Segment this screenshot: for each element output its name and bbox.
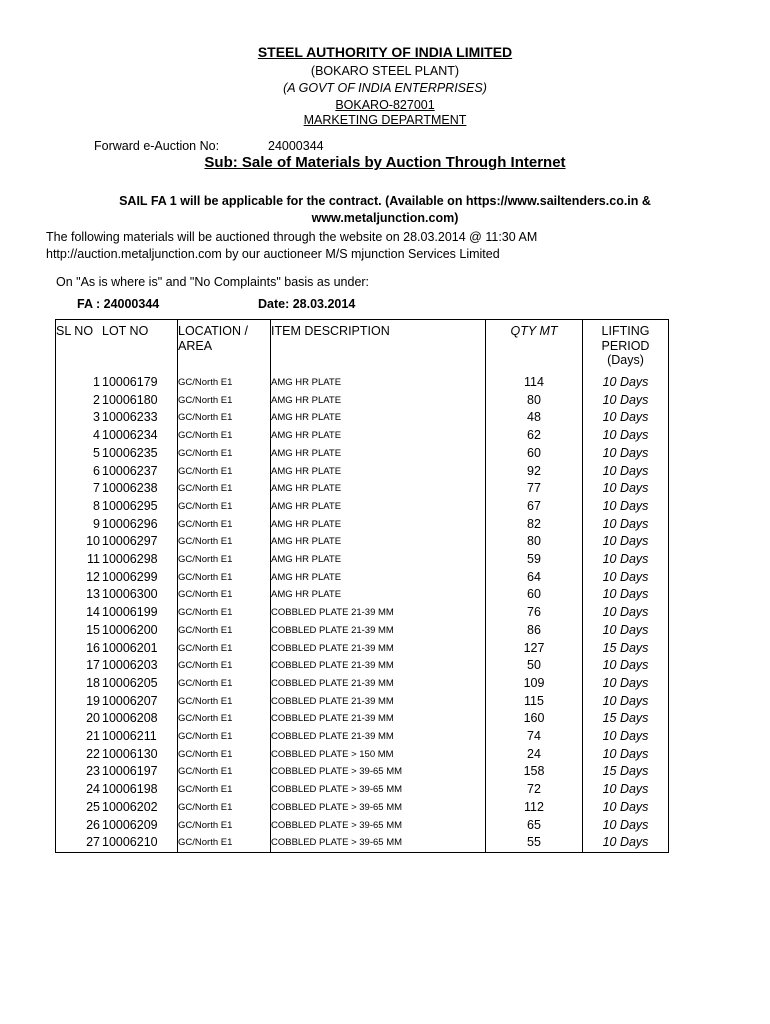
row-sl-no: 24 bbox=[86, 782, 100, 797]
row-sl-no: 22 bbox=[86, 746, 100, 761]
row-qty: 65 bbox=[486, 817, 583, 835]
row-location: GC/North E1 bbox=[178, 392, 271, 410]
row-sl-no: 27 bbox=[86, 835, 100, 850]
row-qty: 76 bbox=[486, 604, 583, 622]
row-location: GC/North E1 bbox=[178, 445, 271, 463]
row-lot-no: 10006200 bbox=[102, 622, 158, 637]
table-row bbox=[56, 799, 669, 817]
row-sl-no: 1 bbox=[93, 375, 100, 389]
row-item-description: AMG HR PLATE bbox=[271, 480, 486, 498]
row-sl-no: 26 bbox=[86, 817, 100, 832]
header-location-line1: LOCATION / bbox=[178, 324, 248, 338]
row-location: GC/North E1 bbox=[178, 374, 271, 392]
row-lifting-period: 10 Days bbox=[583, 834, 669, 852]
row-location: GC/North E1 bbox=[178, 640, 271, 658]
fa-number: FA : 24000344 bbox=[77, 297, 160, 311]
table-row bbox=[56, 409, 669, 427]
row-sl-no: 19 bbox=[86, 693, 100, 708]
row-qty: 127 bbox=[486, 640, 583, 658]
row-lot-no: 10006201 bbox=[102, 640, 158, 655]
row-item-description: AMG HR PLATE bbox=[271, 463, 486, 481]
row-item-description: COBBLED PLATE 21-39 MM bbox=[271, 640, 486, 658]
row-item-description: AMG HR PLATE bbox=[271, 516, 486, 534]
header-lot-no: LOT NO bbox=[102, 324, 149, 338]
row-location: GC/North E1 bbox=[178, 746, 271, 764]
row-lot-no: 10006234 bbox=[102, 428, 158, 443]
row-qty: 80 bbox=[486, 392, 583, 410]
header-lifting-period bbox=[583, 320, 669, 375]
row-item-description: COBBLED PLATE > 39-65 MM bbox=[271, 817, 486, 835]
row-qty: 115 bbox=[486, 693, 583, 711]
row-item-description: AMG HR PLATE bbox=[271, 586, 486, 604]
row-sl-no: 25 bbox=[86, 799, 100, 814]
row-sl-no: 20 bbox=[86, 711, 100, 726]
row-lot-no: 10006198 bbox=[102, 782, 158, 797]
row-lot-no: 10006233 bbox=[102, 410, 158, 425]
row-sl-no: 4 bbox=[93, 428, 100, 443]
row-item-description: AMG HR PLATE bbox=[271, 409, 486, 427]
row-lot-no: 10006210 bbox=[102, 835, 158, 850]
row-sl-no: 12 bbox=[86, 569, 100, 584]
row-lifting-period: 10 Days bbox=[583, 781, 669, 799]
row-lifting-period: 10 Days bbox=[583, 569, 669, 587]
row-lifting-period: 10 Days bbox=[583, 604, 669, 622]
table-row bbox=[56, 763, 669, 781]
table-row bbox=[56, 569, 669, 587]
row-sl-no: 7 bbox=[93, 481, 100, 496]
row-sl-no: 14 bbox=[86, 605, 100, 620]
table-row bbox=[56, 604, 669, 622]
row-qty: 82 bbox=[486, 516, 583, 534]
table-row bbox=[56, 693, 669, 711]
row-lot-no: 10006130 bbox=[102, 746, 158, 761]
row-item-description: AMG HR PLATE bbox=[271, 533, 486, 551]
table-header-row bbox=[56, 320, 669, 375]
row-location: GC/North E1 bbox=[178, 463, 271, 481]
plant-name: (BOKARO STEEL PLANT) bbox=[310, 64, 460, 78]
row-sl-no: 18 bbox=[86, 675, 100, 690]
row-location: GC/North E1 bbox=[178, 799, 271, 817]
row-lifting-period: 10 Days bbox=[583, 533, 669, 551]
row-lot-no: 10006199 bbox=[102, 605, 158, 620]
row-qty: 72 bbox=[486, 781, 583, 799]
table-row bbox=[56, 427, 669, 445]
table-row bbox=[56, 392, 669, 410]
row-qty: 59 bbox=[486, 551, 583, 569]
row-lot-no: 10006238 bbox=[102, 481, 158, 496]
row-item-description: AMG HR PLATE bbox=[271, 392, 486, 410]
row-lifting-period: 10 Days bbox=[583, 728, 669, 746]
govt-line: (A GOVT OF INDIA ENTERPRISES) bbox=[283, 81, 487, 95]
row-location: GC/North E1 bbox=[178, 728, 271, 746]
row-sl-no: 11 bbox=[87, 552, 100, 567]
row-location: GC/North E1 bbox=[178, 480, 271, 498]
row-lot-no: 10006298 bbox=[102, 552, 158, 567]
row-qty: 112 bbox=[486, 799, 583, 817]
company-title: STEEL AUTHORITY OF INDIA LIMITED bbox=[257, 44, 513, 60]
row-lot-no: 10006205 bbox=[102, 675, 158, 690]
row-item-description: COBBLED PLATE 21-39 MM bbox=[271, 657, 486, 675]
row-lot-no: 10006297 bbox=[102, 534, 158, 549]
auction-number-value: 24000344 bbox=[268, 139, 324, 153]
row-item-description: COBBLED PLATE > 39-65 MM bbox=[271, 799, 486, 817]
row-qty: 55 bbox=[486, 834, 583, 852]
row-lifting-period: 10 Days bbox=[583, 675, 669, 693]
row-location: GC/North E1 bbox=[178, 427, 271, 445]
row-sl-no: 17 bbox=[86, 658, 100, 673]
row-location: GC/North E1 bbox=[178, 604, 271, 622]
table-row bbox=[56, 533, 669, 551]
row-qty: 60 bbox=[486, 586, 583, 604]
row-location: GC/North E1 bbox=[178, 710, 271, 728]
row-qty: 80 bbox=[486, 533, 583, 551]
row-lot-no: 10006299 bbox=[102, 569, 158, 584]
row-lifting-period: 10 Days bbox=[583, 498, 669, 516]
table-row bbox=[56, 463, 669, 481]
row-location: GC/North E1 bbox=[178, 516, 271, 534]
row-item-description: COBBLED PLATE > 39-65 MM bbox=[271, 781, 486, 799]
row-qty: 62 bbox=[486, 427, 583, 445]
row-sl-no: 16 bbox=[86, 640, 100, 655]
table-row bbox=[56, 480, 669, 498]
table-row bbox=[56, 586, 669, 604]
row-item-description: COBBLED PLATE 21-39 MM bbox=[271, 728, 486, 746]
header-location-line2: AREA bbox=[178, 338, 213, 353]
row-lifting-period: 10 Days bbox=[583, 409, 669, 427]
row-location: GC/North E1 bbox=[178, 693, 271, 711]
row-location: GC/North E1 bbox=[178, 781, 271, 799]
row-lifting-period: 10 Days bbox=[583, 516, 669, 534]
row-location: GC/North E1 bbox=[178, 569, 271, 587]
row-item-description: COBBLED PLATE 21-39 MM bbox=[271, 604, 486, 622]
row-sl-no: 8 bbox=[93, 498, 100, 513]
row-sl-no: 9 bbox=[93, 516, 100, 531]
row-location: GC/North E1 bbox=[178, 763, 271, 781]
row-lifting-period: 10 Days bbox=[583, 392, 669, 410]
row-lifting-period: 15 Days bbox=[583, 710, 669, 728]
row-lot-no: 10006235 bbox=[102, 445, 158, 460]
row-lifting-period: 10 Days bbox=[583, 427, 669, 445]
row-lot-no: 10006296 bbox=[102, 516, 158, 531]
row-qty: 114 bbox=[486, 374, 583, 392]
row-location: GC/North E1 bbox=[178, 834, 271, 852]
row-lot-no: 10006209 bbox=[102, 817, 158, 832]
auction-info-line1: The following materials will be auctioned through the website on 28.03.2014 @ 11:30 AM bbox=[46, 230, 538, 244]
row-qty: 60 bbox=[486, 445, 583, 463]
header-item-description: ITEM DESCRIPTION bbox=[271, 320, 486, 375]
row-location: GC/North E1 bbox=[178, 586, 271, 604]
row-lot-no: 10006295 bbox=[102, 498, 158, 513]
subject-heading: Sub: Sale of Materials by Auction Through Internet bbox=[204, 154, 566, 171]
row-location: GC/North E1 bbox=[178, 675, 271, 693]
row-lifting-period: 10 Days bbox=[583, 445, 669, 463]
row-item-description: COBBLED PLATE 21-39 MM bbox=[271, 693, 486, 711]
lots-table bbox=[55, 319, 669, 853]
row-lifting-period: 10 Days bbox=[583, 374, 669, 392]
row-item-description: COBBLED PLATE 21-39 MM bbox=[271, 622, 486, 640]
row-lifting-period: 10 Days bbox=[583, 799, 669, 817]
row-sl-no: 21 bbox=[86, 729, 100, 744]
table-row bbox=[56, 551, 669, 569]
table-row bbox=[56, 728, 669, 746]
row-sl-no: 2 bbox=[93, 392, 100, 407]
row-lot-no: 10006203 bbox=[102, 658, 158, 673]
row-item-description: COBBLED PLATE > 39-65 MM bbox=[271, 834, 486, 852]
lots-table-body bbox=[56, 374, 669, 852]
row-lot-no: 10006300 bbox=[102, 587, 158, 602]
table-row bbox=[56, 640, 669, 658]
table-row bbox=[56, 746, 669, 764]
table-row bbox=[56, 675, 669, 693]
address-line: BOKARO-827001 bbox=[335, 98, 435, 112]
row-item-description: AMG HR PLATE bbox=[271, 374, 486, 392]
row-sl-no: 23 bbox=[86, 764, 100, 779]
table-row bbox=[56, 374, 669, 392]
row-qty: 24 bbox=[486, 746, 583, 764]
row-lot-no: 10006211 bbox=[102, 729, 157, 744]
row-item-description: COBBLED PLATE > 39-65 MM bbox=[271, 763, 486, 781]
row-sl-no: 13 bbox=[86, 587, 100, 602]
table-row bbox=[56, 817, 669, 835]
row-sl-no: 10 bbox=[86, 534, 100, 549]
row-sl-no: 15 bbox=[86, 622, 100, 637]
row-item-description: COBBLED PLATE 21-39 MM bbox=[271, 675, 486, 693]
row-location: GC/North E1 bbox=[178, 409, 271, 427]
row-qty: 160 bbox=[486, 710, 583, 728]
table-row bbox=[56, 445, 669, 463]
row-location: GC/North E1 bbox=[178, 551, 271, 569]
row-lifting-period: 10 Days bbox=[583, 480, 669, 498]
row-lifting-period: 10 Days bbox=[583, 622, 669, 640]
table-row bbox=[56, 710, 669, 728]
row-location: GC/North E1 bbox=[178, 817, 271, 835]
row-item-description: AMG HR PLATE bbox=[271, 445, 486, 463]
table-row bbox=[56, 622, 669, 640]
row-qty: 74 bbox=[486, 728, 583, 746]
row-location: GC/North E1 bbox=[178, 498, 271, 516]
basis-statement: On "As is where is" and "No Complaints" basis as under: bbox=[56, 275, 370, 289]
row-qty: 109 bbox=[486, 675, 583, 693]
row-lifting-period: 10 Days bbox=[583, 746, 669, 764]
row-lot-no: 10006179 bbox=[102, 375, 158, 389]
sail-fa-note-line2: www.metaljunction.com) bbox=[311, 211, 459, 225]
table-row bbox=[56, 834, 669, 852]
table-row bbox=[56, 498, 669, 516]
row-sl-no: 6 bbox=[93, 463, 100, 478]
row-qty: 48 bbox=[486, 409, 583, 427]
row-qty: 67 bbox=[486, 498, 583, 516]
row-qty: 92 bbox=[486, 463, 583, 481]
header-lifting-line1: LIFTING bbox=[601, 324, 650, 338]
header-location bbox=[178, 320, 271, 375]
row-qty: 77 bbox=[486, 480, 583, 498]
row-lot-no: 10006208 bbox=[102, 711, 158, 726]
row-item-description: AMG HR PLATE bbox=[271, 569, 486, 587]
row-qty: 64 bbox=[486, 569, 583, 587]
row-lot-no: 10006197 bbox=[102, 764, 158, 779]
table-row bbox=[56, 781, 669, 799]
row-item-description: AMG HR PLATE bbox=[271, 551, 486, 569]
auction-number-label: Forward e-Auction No: bbox=[94, 139, 220, 153]
row-location: GC/North E1 bbox=[178, 657, 271, 675]
row-qty: 158 bbox=[486, 763, 583, 781]
row-qty: 86 bbox=[486, 622, 583, 640]
row-lifting-period: 15 Days bbox=[583, 763, 669, 781]
row-lifting-period: 10 Days bbox=[583, 693, 669, 711]
sail-fa-note-line1: SAIL FA 1 will be applicable for the contract. (Available on https://www.sailtenders.co.in & bbox=[119, 194, 651, 208]
auction-info-line2: http://auction.metaljunction.com by our auctioneer M/S mjunction Services Limited bbox=[46, 247, 500, 261]
row-lifting-period: 10 Days bbox=[583, 551, 669, 569]
row-lifting-period: 10 Days bbox=[583, 463, 669, 481]
row-item-description: COBBLED PLATE 21-39 MM bbox=[271, 710, 486, 728]
row-lot-no: 10006237 bbox=[102, 463, 158, 478]
row-item-description: AMG HR PLATE bbox=[271, 498, 486, 516]
row-sl-no: 3 bbox=[93, 410, 100, 425]
row-location: GC/North E1 bbox=[178, 622, 271, 640]
table-row bbox=[56, 657, 669, 675]
row-item-description: AMG HR PLATE bbox=[271, 427, 486, 445]
header-lifting-line3: (Days) bbox=[607, 353, 644, 367]
header-sl-no: SL NO bbox=[56, 324, 94, 338]
row-sl-no: 5 bbox=[93, 445, 100, 460]
row-qty: 50 bbox=[486, 657, 583, 675]
header-qty: QTY MT bbox=[486, 320, 583, 375]
department-line: MARKETING DEPARTMENT bbox=[303, 113, 467, 127]
row-lot-no: 10006207 bbox=[102, 693, 158, 708]
row-lifting-period: 10 Days bbox=[583, 817, 669, 835]
table-row bbox=[56, 516, 669, 534]
row-lifting-period: 10 Days bbox=[583, 657, 669, 675]
row-lifting-period: 15 Days bbox=[583, 640, 669, 658]
auction-date: Date: 28.03.2014 bbox=[258, 297, 356, 311]
header-lifting-line2: PERIOD bbox=[601, 338, 650, 353]
row-lifting-period: 10 Days bbox=[583, 586, 669, 604]
row-location: GC/North E1 bbox=[178, 533, 271, 551]
row-lot-no: 10006180 bbox=[102, 392, 158, 407]
row-lot-no: 10006202 bbox=[102, 799, 158, 814]
row-item-description: COBBLED PLATE > 150 MM bbox=[271, 746, 486, 764]
